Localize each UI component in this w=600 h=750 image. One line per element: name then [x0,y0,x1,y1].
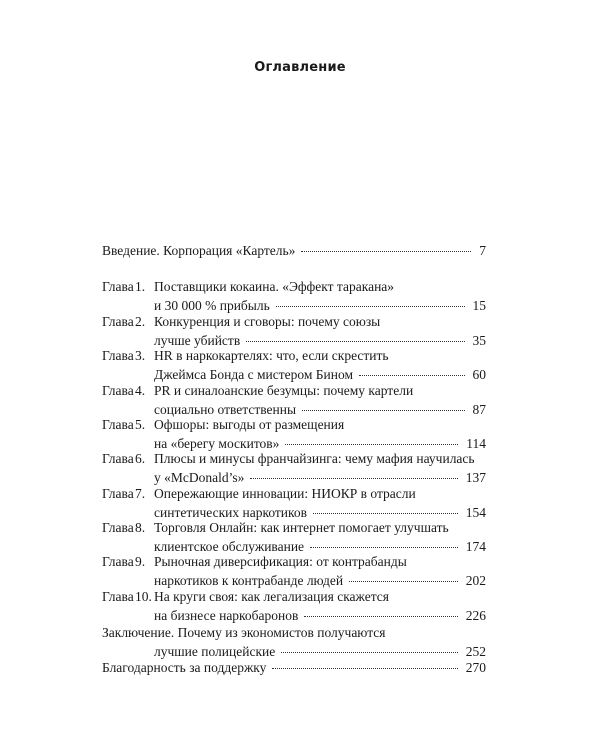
toc-entry-chapter-7[interactable] [102,484,486,522]
dot-leader [250,477,457,479]
chapter-label: Глава [102,348,134,363]
entry-title: Введение. Корпорация «Картель» [102,243,296,258]
entry-title: PR и синалоанские безумцы: почему картели [154,383,414,398]
chapter-number: 10. [135,589,152,604]
chapter-number: 7. [135,486,146,501]
page-number: 252 [465,644,486,659]
entry-title: Рыночная диверсификация: от контрабанды [154,554,407,569]
toc-entry-chapter-8[interactable] [102,518,486,556]
chapter-number: 2. [135,314,146,329]
chapter-label: Глава [102,451,134,466]
chapter-label: Глава [102,589,134,604]
entry-title-cont: на бизнесе наркобаронов [154,608,299,623]
chapter-number: 8. [135,520,146,535]
entry-title: Конкуренция и сговоры: почему союзы [154,314,381,329]
page-number: 35 [472,333,486,348]
dot-leader [281,651,458,653]
toc-entry-chapter-4[interactable] [102,381,486,419]
chapter-label: Глава [102,554,134,569]
page-number: 87 [472,402,486,417]
page-number: 154 [465,505,486,520]
page-number: 7 [479,243,486,258]
dot-leader [272,667,457,669]
entry-title: На круги своя: как легализация скажется [154,589,389,604]
entry-title: Офшоры: выгоды от размещения [154,417,345,432]
entry-title-cont: и 30 000 % прибыль [154,298,270,313]
dot-leader [304,615,457,617]
page-number: 114 [466,436,486,451]
entry-title: Поставщики кокаина. «Эффект таракана» [154,279,395,294]
chapter-number: 4. [135,383,146,398]
entry-title: Благодарность за поддержку [102,660,267,675]
chapter-label: Глава [102,279,134,294]
chapter-number: 1. [135,279,146,294]
toc-entry-chapter-9[interactable] [102,552,486,590]
entry-title: Плюсы и минусы франчайзинга: чему мафия научилась [154,451,475,466]
dot-leader [313,512,458,514]
page-number: 174 [465,539,486,554]
entry-title: Торговля Онлайн: как интернет помогает улучшать [154,520,449,535]
toc-entry-chapter-5[interactable] [102,415,486,453]
toc-entry-thanks[interactable] [102,658,486,677]
page-number: 270 [465,660,486,675]
entry-title: Заключение. Почему из экономистов получаются [102,625,386,640]
chapter-number: 6. [135,451,146,466]
entry-title-cont: клиентское обслуживание [154,539,305,554]
entry-title-cont: наркотиков к контрабанде людей [154,573,344,588]
entry-title-cont: у «McDonald’s» [154,470,245,485]
toc-entry-intro[interactable] [102,241,486,260]
toc-entry-chapter-10[interactable] [102,587,486,625]
page-title: Оглавление [254,60,346,75]
entry-title: Опережающие инновации: НИОКР в отрасли [154,486,416,501]
chapter-number: 5. [135,417,146,432]
dot-leader [276,305,465,307]
toc-entry-conclusion[interactable] [102,623,486,661]
toc-entry-chapter-2[interactable] [102,312,486,350]
chapter-label: Глава [102,417,134,432]
chapter-label: Глава [102,383,134,398]
entry-title-cont: Джеймса Бонда с мистером Бином [154,367,354,382]
entry-title-cont: лучше убийств [154,333,241,348]
page-number: 202 [465,573,486,588]
toc-entry-chapter-6[interactable] [102,449,486,487]
chapter-label: Глава [102,520,134,535]
dot-leader [285,443,458,445]
entry-title-cont: на «берегу москитов» [154,436,280,451]
entry-title-cont: синтетических наркотиков [154,505,308,520]
page-number: 60 [472,367,486,382]
dot-leader [301,250,471,252]
page-number: 15 [472,298,486,313]
chapter-label: Глава [102,314,134,329]
dot-leader [349,580,458,582]
chapter-number: 3. [135,348,146,363]
entry-title-cont: социально ответственны [154,402,297,417]
chapter-label: Глава [102,486,134,501]
chapter-number: 9. [135,554,146,569]
dot-leader [246,340,464,342]
dot-leader [359,374,464,376]
entry-title: HR в наркокартелях: что, если скрестить [154,348,389,363]
entry-title-cont: лучшие полицейские [154,644,276,659]
toc-entry-chapter-1[interactable] [102,277,486,315]
dot-leader [310,546,458,548]
page-number: 226 [465,608,486,623]
dot-leader [302,409,464,411]
toc-entry-chapter-3[interactable] [102,346,486,384]
page-number: 137 [465,470,486,485]
